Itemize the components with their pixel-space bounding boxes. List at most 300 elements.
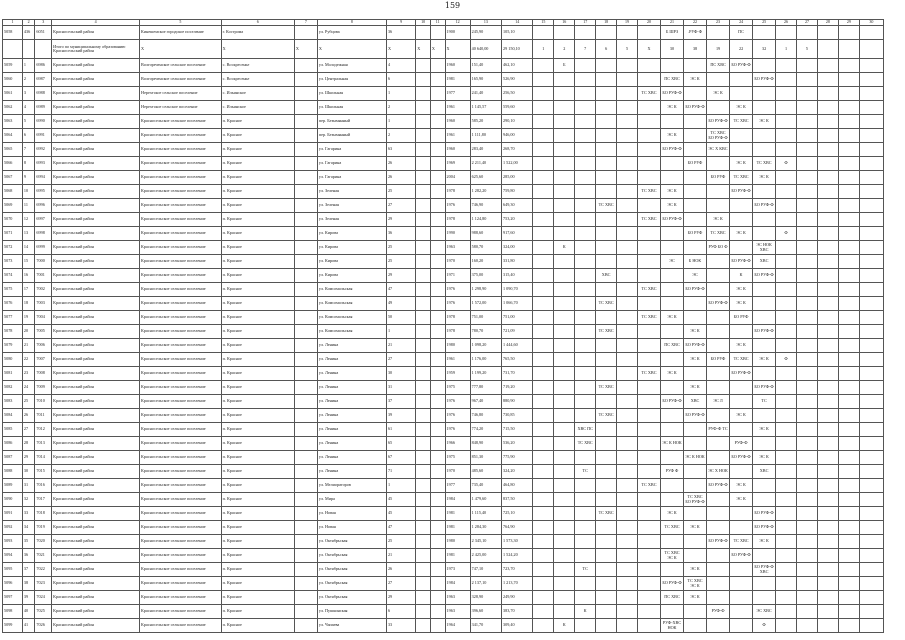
table-cell bbox=[294, 311, 317, 325]
table-cell: ЭС К НОК bbox=[684, 451, 707, 465]
table-cell bbox=[776, 437, 797, 451]
table-cell bbox=[430, 297, 445, 311]
table-cell: ул. Комсомольская bbox=[317, 283, 386, 297]
table-cell bbox=[707, 311, 730, 325]
table-cell: 7021 bbox=[35, 549, 52, 563]
table-cell bbox=[859, 395, 883, 409]
table-cell: 1 bbox=[533, 40, 554, 59]
table-cell: Б НОК bbox=[684, 255, 707, 269]
table-cell bbox=[797, 283, 818, 297]
table-cell: Красносельский район bbox=[52, 423, 140, 437]
table-cell bbox=[859, 381, 883, 395]
table-cell bbox=[838, 269, 859, 283]
table-cell: 12 bbox=[22, 213, 35, 227]
column-number-cell: 24 bbox=[730, 20, 753, 26]
table-row bbox=[3, 255, 884, 269]
table-cell bbox=[533, 311, 554, 325]
table-cell bbox=[707, 549, 730, 563]
table-cell bbox=[596, 283, 617, 297]
table-cell bbox=[430, 283, 445, 297]
table-cell bbox=[294, 59, 317, 73]
table-cell bbox=[617, 199, 638, 213]
table-cell: 5092 bbox=[3, 521, 23, 535]
table-cell: Красносельский район bbox=[52, 185, 140, 199]
table-cell bbox=[638, 171, 661, 185]
table-cell bbox=[430, 535, 445, 549]
table-cell bbox=[430, 465, 445, 479]
table-cell: ТС ХВС bbox=[730, 535, 753, 549]
table-cell bbox=[533, 577, 554, 591]
table-cell bbox=[684, 311, 707, 325]
table-cell bbox=[617, 59, 638, 73]
table-cell: 536,20 bbox=[502, 437, 533, 451]
table-cell bbox=[838, 339, 859, 353]
table-cell bbox=[596, 87, 617, 101]
column-number-cell: 21 bbox=[661, 20, 684, 26]
table-cell bbox=[776, 577, 797, 591]
table-cell: 1 bbox=[22, 59, 35, 73]
table-cell: ЭС К bbox=[661, 367, 684, 381]
table-cell bbox=[617, 227, 638, 241]
table-cell: 7015 bbox=[35, 465, 52, 479]
table-cell bbox=[430, 311, 445, 325]
table-cell: ул. Школьная bbox=[317, 87, 386, 101]
table-cell bbox=[817, 143, 838, 157]
table-cell bbox=[638, 395, 661, 409]
table-cell bbox=[416, 227, 431, 241]
table-cell bbox=[797, 381, 818, 395]
table-cell: п. Красное bbox=[221, 311, 294, 325]
table-cell bbox=[575, 367, 596, 381]
table-cell bbox=[416, 283, 431, 297]
table-cell: 29 bbox=[386, 591, 415, 605]
table-cell: БО РУФ-Ф bbox=[753, 73, 776, 87]
table-cell: 751,00 bbox=[470, 311, 501, 325]
table-cell bbox=[684, 507, 707, 521]
table-cell: Красносельское сельское поселение bbox=[140, 619, 222, 633]
table-cell: 39 bbox=[386, 409, 415, 423]
table-cell: Красносельский район bbox=[52, 605, 140, 619]
table-cell bbox=[554, 157, 575, 171]
table-cell bbox=[661, 283, 684, 297]
table-cell: ул. Новая bbox=[317, 521, 386, 535]
table-cell: Красносельский район bbox=[52, 381, 140, 395]
table-cell bbox=[838, 73, 859, 87]
table-cell bbox=[753, 479, 776, 493]
table-cell: 988,60 bbox=[470, 227, 501, 241]
table-cell: БО РУФ-Ф bbox=[684, 409, 707, 423]
table-cell: 34 bbox=[22, 521, 35, 535]
table-cell: 775,90 bbox=[502, 451, 533, 465]
table-cell bbox=[730, 129, 753, 143]
table-cell: Красносельский район bbox=[52, 479, 140, 493]
table-cell bbox=[859, 73, 883, 87]
table-cell bbox=[416, 465, 431, 479]
table-cell bbox=[838, 213, 859, 227]
table-cell bbox=[430, 563, 445, 577]
table-cell bbox=[753, 493, 776, 507]
table-cell bbox=[838, 619, 859, 633]
table-cell bbox=[859, 157, 883, 171]
table-cell: 1963 bbox=[445, 241, 470, 255]
table-cell bbox=[596, 535, 617, 549]
column-number-cell: 1 bbox=[3, 20, 23, 26]
table-cell: 5065 bbox=[3, 143, 23, 157]
table-cell bbox=[638, 507, 661, 521]
table-cell: Красносельское сельское поселение bbox=[140, 185, 222, 199]
table-cell: Красносельский район bbox=[52, 26, 140, 40]
table-cell: ул. Молодежная bbox=[317, 59, 386, 73]
table-cell: 1963 bbox=[445, 591, 470, 605]
table-cell: ул. Комсомольская bbox=[317, 325, 386, 339]
table-cell bbox=[638, 619, 661, 633]
table-cell bbox=[430, 199, 445, 213]
table-cell bbox=[797, 479, 818, 493]
table-cell: Красносельский район bbox=[52, 73, 140, 87]
table-cell: 1970 bbox=[445, 465, 470, 479]
table-cell: ТС ХВС ЭС К bbox=[661, 549, 684, 563]
table-cell bbox=[838, 451, 859, 465]
table-cell bbox=[554, 409, 575, 423]
table-row bbox=[3, 395, 884, 409]
table-cell bbox=[575, 227, 596, 241]
table-cell: Красносельское сельское поселение bbox=[140, 493, 222, 507]
table-cell: 7018 bbox=[35, 507, 52, 521]
table-row bbox=[3, 591, 884, 605]
table-cell: 7002 bbox=[35, 283, 52, 297]
table-cell: БО РУФ-Ф bbox=[730, 59, 753, 73]
table-cell bbox=[596, 339, 617, 353]
table-cell: ТС ХВС bbox=[575, 437, 596, 451]
table-cell bbox=[575, 353, 596, 367]
table-cell bbox=[817, 479, 838, 493]
table-cell: п. Красное bbox=[221, 353, 294, 367]
table-cell bbox=[753, 129, 776, 143]
table-cell bbox=[575, 59, 596, 73]
table-cell: 6986 bbox=[35, 59, 52, 73]
table-cell bbox=[294, 73, 317, 87]
table-cell bbox=[596, 143, 617, 157]
table-cell: Красносельский район bbox=[52, 339, 140, 353]
table-cell bbox=[596, 465, 617, 479]
table-cell: 1 111,80 bbox=[470, 129, 501, 143]
table-cell bbox=[730, 577, 753, 591]
table-cell: 5064 bbox=[3, 129, 23, 143]
table-cell bbox=[554, 563, 575, 577]
table-cell bbox=[859, 493, 883, 507]
table-cell bbox=[430, 353, 445, 367]
column-number-cell: 15 bbox=[533, 20, 554, 26]
table-cell: 526,90 bbox=[502, 73, 533, 87]
table-cell bbox=[554, 171, 575, 185]
column-number-cell: 29 bbox=[838, 20, 859, 26]
table-cell bbox=[294, 549, 317, 563]
table-cell bbox=[575, 143, 596, 157]
table-cell bbox=[707, 325, 730, 339]
table-cell: 5077 bbox=[3, 311, 23, 325]
table-cell bbox=[838, 479, 859, 493]
table-cell: ЭС К bbox=[707, 213, 730, 227]
table-cell bbox=[617, 437, 638, 451]
table-cell: 5075 bbox=[3, 283, 23, 297]
table-cell: ул. Кирова bbox=[317, 241, 386, 255]
table-cell: Красносельское сельское поселение bbox=[140, 535, 222, 549]
table-cell: ТС ХВС bbox=[730, 115, 753, 129]
table-cell bbox=[533, 353, 554, 367]
table-cell: БО РУФ-Ф bbox=[661, 395, 684, 409]
table-cell bbox=[859, 563, 883, 577]
table-cell bbox=[797, 619, 818, 633]
table-cell bbox=[707, 451, 730, 465]
table-cell bbox=[817, 339, 838, 353]
table-cell bbox=[776, 409, 797, 423]
table-cell bbox=[797, 73, 818, 87]
table-cell bbox=[554, 87, 575, 101]
table-cell bbox=[294, 619, 317, 633]
table-cell bbox=[638, 129, 661, 143]
table-cell: 25 bbox=[22, 395, 35, 409]
table-row bbox=[3, 619, 884, 633]
table-cell: 21 bbox=[22, 339, 35, 353]
table-cell: Ф bbox=[776, 353, 797, 367]
table-cell: БО РУФ-Ф bbox=[707, 479, 730, 493]
table-cell: Красносельский район bbox=[52, 535, 140, 549]
table-cell bbox=[533, 591, 554, 605]
table-cell bbox=[416, 605, 431, 619]
table-cell bbox=[797, 241, 818, 255]
table-cell bbox=[554, 297, 575, 311]
table-cell bbox=[776, 563, 797, 577]
table-cell bbox=[596, 171, 617, 185]
table-row bbox=[3, 73, 884, 87]
table-cell: БО РУФ-Ф bbox=[730, 367, 753, 381]
table-cell bbox=[430, 227, 445, 241]
table-cell: Красносельское сельское поселение bbox=[140, 269, 222, 283]
table-cell: 7026 bbox=[35, 619, 52, 633]
table-cell: БО РУФ bbox=[684, 227, 707, 241]
table-cell bbox=[554, 577, 575, 591]
table-cell: 71 bbox=[386, 465, 415, 479]
table-row bbox=[3, 549, 884, 563]
table-cell bbox=[575, 535, 596, 549]
table-cell bbox=[661, 353, 684, 367]
table-cell bbox=[596, 157, 617, 171]
table-cell bbox=[661, 493, 684, 507]
column-number-cell: 12 bbox=[445, 20, 470, 26]
table-cell bbox=[776, 143, 797, 157]
table-cell: 4 bbox=[386, 59, 415, 73]
table-cell: 5073 bbox=[3, 255, 23, 269]
table-cell: ул. Мира bbox=[317, 493, 386, 507]
table-cell bbox=[554, 479, 575, 493]
table-cell: 1978 bbox=[445, 185, 470, 199]
table-cell bbox=[638, 199, 661, 213]
table-cell: 5088 bbox=[3, 465, 23, 479]
column-number-cell: 5 bbox=[140, 20, 222, 26]
table-cell: 721,09 bbox=[502, 325, 533, 339]
table-cell bbox=[817, 311, 838, 325]
table-cell: ТС ХВС ЭС К bbox=[684, 577, 707, 591]
table-cell: Красносельское сельское поселение bbox=[140, 171, 222, 185]
table-cell: ЭС Х КВС bbox=[707, 143, 730, 157]
table-cell: 29 150,10 bbox=[502, 40, 533, 59]
table-cell: 7016 bbox=[35, 479, 52, 493]
table-cell: 5071 bbox=[3, 227, 23, 241]
table-cell: ЭС К bbox=[661, 185, 684, 199]
table-cell bbox=[416, 339, 431, 353]
table-cell bbox=[554, 269, 575, 283]
table-cell bbox=[753, 26, 776, 40]
table-cell bbox=[416, 493, 431, 507]
table-cell bbox=[817, 507, 838, 521]
table-cell: 715,50 bbox=[502, 423, 533, 437]
table-cell: 1990 bbox=[445, 227, 470, 241]
table-cell bbox=[638, 409, 661, 423]
table-cell bbox=[596, 605, 617, 619]
table-cell bbox=[294, 185, 317, 199]
table-cell bbox=[707, 269, 730, 283]
table-cell: 268,70 bbox=[502, 143, 533, 157]
table-cell bbox=[575, 451, 596, 465]
table-cell bbox=[817, 40, 838, 59]
table-cell bbox=[430, 591, 445, 605]
table-cell bbox=[430, 157, 445, 171]
table-cell: 41 bbox=[22, 619, 35, 633]
table-cell: 5083 bbox=[3, 395, 23, 409]
table-cell: Красносельский район bbox=[52, 325, 140, 339]
table-row bbox=[3, 199, 884, 213]
table-cell bbox=[859, 619, 883, 633]
table-cell: п. Красное bbox=[221, 269, 294, 283]
table-cell bbox=[575, 283, 596, 297]
table-cell: 5097 bbox=[3, 591, 23, 605]
table-cell bbox=[575, 115, 596, 129]
table-cell: Красносельский район bbox=[52, 563, 140, 577]
table-cell: 559,60 bbox=[502, 101, 533, 115]
table-row bbox=[3, 479, 884, 493]
table-cell bbox=[596, 619, 617, 633]
table-cell: 2 425,00 bbox=[470, 549, 501, 563]
table-cell bbox=[684, 367, 707, 381]
table-cell: 780,70 bbox=[470, 325, 501, 339]
table-row bbox=[3, 26, 884, 40]
table-cell: ЭС К bbox=[707, 87, 730, 101]
table-cell bbox=[797, 171, 818, 185]
table-cell: БО РУФ bbox=[707, 171, 730, 185]
table-cell bbox=[817, 269, 838, 283]
table-cell bbox=[776, 283, 797, 297]
table-cell bbox=[575, 241, 596, 255]
table-cell: ЭС К bbox=[730, 157, 753, 171]
table-cell bbox=[416, 199, 431, 213]
table-cell bbox=[416, 535, 431, 549]
table-cell bbox=[797, 325, 818, 339]
table-cell: Красносельское сельское поселение bbox=[140, 311, 222, 325]
table-row bbox=[3, 535, 884, 549]
table-cell: 6990 bbox=[35, 115, 52, 129]
table-cell: 1 bbox=[386, 87, 415, 101]
table-cell bbox=[430, 479, 445, 493]
table-cell bbox=[797, 311, 818, 325]
page-number: 159 bbox=[444, 1, 461, 10]
table-cell: ЭС К bbox=[684, 521, 707, 535]
table-cell bbox=[661, 423, 684, 437]
table-cell: БО РУФ-Ф bbox=[730, 451, 753, 465]
table-cell bbox=[533, 26, 554, 40]
table-cell bbox=[859, 171, 883, 185]
table-cell bbox=[638, 59, 661, 73]
table-cell: 6992 bbox=[35, 143, 52, 157]
table-cell: ул. Гагарина bbox=[317, 171, 386, 185]
table-cell bbox=[707, 339, 730, 353]
table-cell bbox=[533, 493, 554, 507]
table-cell: 1981 bbox=[445, 73, 470, 87]
table-cell: 50 bbox=[386, 311, 415, 325]
table-cell bbox=[430, 619, 445, 633]
table-cell: 6995 bbox=[35, 185, 52, 199]
table-cell bbox=[416, 507, 431, 521]
table-cell: 5098 bbox=[3, 605, 23, 619]
table-cell: Нерехтское сельское поселение bbox=[140, 101, 222, 115]
table-cell bbox=[294, 213, 317, 227]
table-cell bbox=[776, 521, 797, 535]
table-cell bbox=[753, 297, 776, 311]
table-cell bbox=[596, 451, 617, 465]
table-cell: ЭС Л bbox=[707, 395, 730, 409]
table-cell bbox=[533, 521, 554, 535]
table-cell bbox=[575, 269, 596, 283]
table-cell bbox=[797, 339, 818, 353]
table-cell bbox=[575, 297, 596, 311]
table-cell: ул. Гагарина bbox=[317, 143, 386, 157]
table-cell bbox=[797, 409, 818, 423]
table-cell: 5074 bbox=[3, 269, 23, 283]
table-cell: Красносельский район bbox=[52, 591, 140, 605]
table-cell bbox=[776, 311, 797, 325]
table-cell bbox=[797, 535, 818, 549]
table-cell bbox=[753, 213, 776, 227]
table-cell: Красносельский район bbox=[52, 507, 140, 521]
table-cell: 38 bbox=[22, 577, 35, 591]
table-cell bbox=[838, 101, 859, 115]
table-cell: ТС bbox=[753, 395, 776, 409]
table-cell: 5091 bbox=[3, 507, 23, 521]
table-cell: п. Красное bbox=[221, 199, 294, 213]
table-cell: 38 bbox=[684, 40, 707, 59]
table-cell: ТС ХВС bbox=[730, 171, 753, 185]
table-row bbox=[3, 157, 884, 171]
table-cell: ул. Ленина bbox=[317, 395, 386, 409]
table-cell bbox=[859, 255, 883, 269]
table-row bbox=[3, 563, 884, 577]
table-cell: ул. Пушкинская bbox=[317, 605, 386, 619]
table-cell: 283,40 bbox=[470, 143, 501, 157]
table-cell bbox=[859, 409, 883, 423]
table-cell: Б bbox=[554, 59, 575, 73]
table-cell bbox=[797, 437, 818, 451]
table-cell: ПС ХВС bbox=[661, 591, 684, 605]
table-cell bbox=[797, 507, 818, 521]
table-cell bbox=[596, 26, 617, 40]
table-cell bbox=[638, 325, 661, 339]
table-cell bbox=[859, 26, 883, 40]
table-cell bbox=[596, 73, 617, 87]
table-cell bbox=[554, 605, 575, 619]
table-cell: 341,70 bbox=[470, 619, 501, 633]
table-cell bbox=[294, 101, 317, 115]
table-cell: ЭС К bbox=[661, 101, 684, 115]
table-cell bbox=[416, 73, 431, 87]
